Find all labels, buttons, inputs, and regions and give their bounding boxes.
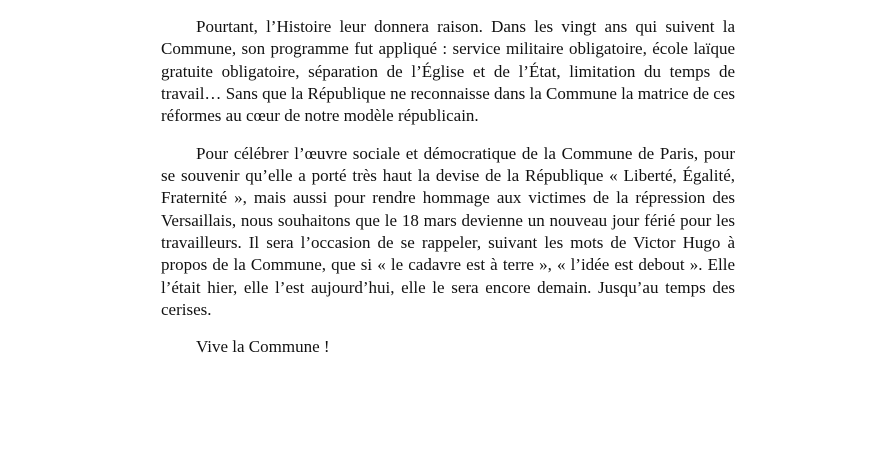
paragraph-jour-ferie: Pour célébrer l’œuvre sociale et démocratique de la Commune de Paris, pour se souvenir qu’elle a porté très haut la devise de la République « Liberté, Égalité, Fraternité », mais aussi pour rendre hommage aux victimes de la répression des Versaillais, nous souhaitons que le 18 mars devienne un nouveau jour férié pour les travailleurs. Il sera l’occasion de se rappeler, suivant les mots de Victor Hugo à propos de la Commune, que si « le cadavre est à terre », « l’idée est debout ». Elle l’était hier, elle l’est aujourd’hui, elle le sera encore demain. Jusqu’au temps des cerises. <box>161 143 735 319</box>
document-page <box>161 16 735 374</box>
paragraph-histoire: Pourtant, l’Histoire leur donnera raison. Dans les vingt ans qui suivent la Commune, son programme fut appliqué : service militaire obligatoire, école laïque gratuite obligatoire, séparation de l’Église et de l’État, limitation du temps de travail… Sans que la République ne reconnaisse dans la Commune la matrice de ces réformes au cœur de notre modèle républicain. <box>161 17 735 126</box>
paragraph-vive-la-commune: Vive la Commune ! <box>196 337 330 357</box>
